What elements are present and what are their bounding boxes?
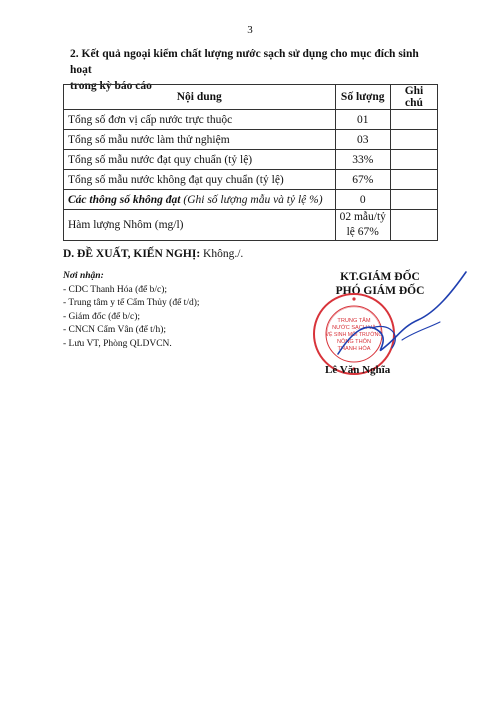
table-row — [64, 110, 438, 130]
row-content: Tổng số mẫu nước không đạt quy chuẩn (tỷ lệ) — [64, 170, 336, 190]
proposal-label: D. ĐỀ XUẤT, KIẾN NGHỊ: — [63, 248, 201, 260]
svg-text:TRUNG TÂM: TRUNG TÂM — [337, 318, 371, 324]
page-number: 3 — [247, 24, 253, 36]
table-row — [64, 130, 438, 150]
row-content — [64, 190, 336, 210]
signer-name: Lê Văn Nghĩa — [325, 364, 391, 376]
svg-text:NÔNG THÔN: NÔNG THÔN — [336, 339, 372, 345]
row-count: 03 — [335, 130, 391, 150]
row-note — [391, 210, 438, 241]
section-heading-line1: 2. Kết quả ngoại kiểm chất lượng nước sạch sử dụng cho mục đích sinh hoạt — [70, 48, 419, 76]
row-note — [391, 190, 438, 210]
row-note — [391, 110, 438, 130]
recipients-title: Nơi nhận: — [63, 271, 104, 281]
row-content: Tổng số đơn vị cấp nước trực thuộc — [64, 110, 336, 130]
row-count: 01 — [335, 110, 391, 130]
signature-title-line1: KT.GIÁM ĐỐC — [340, 271, 420, 283]
signature-title-line2: PHÓ GIÁM ĐỐC — [335, 285, 425, 297]
row-content-bold: Các thông số không đạt — [68, 193, 181, 206]
recipient-item: - Giám đốc (để b/c); — [63, 311, 141, 322]
svg-text:THANH HÓA: THANH HÓA — [337, 346, 371, 352]
table-row — [64, 150, 438, 170]
proposal-value: Không./. — [200, 248, 244, 260]
row-count: 67% — [335, 170, 391, 190]
section-heading-line2: trong kỳ báo cáo — [70, 80, 152, 92]
svg-text:NƯỚC SẠCH VÀ: NƯỚC SẠCH VÀ — [332, 325, 376, 331]
header-note: Ghi chú — [391, 85, 438, 110]
row-note — [391, 130, 438, 150]
row-content: Tổng số mẫu nước đạt quy chuẩn (tỷ lệ) — [64, 150, 336, 170]
header-content: Nội dung — [64, 85, 336, 110]
recipients — [63, 270, 200, 351]
table-header-row — [64, 85, 438, 110]
row-content: Hàm lượng Nhôm (mg/l) — [64, 210, 336, 241]
row-content: Tổng số mẫu nước làm thử nghiệm — [64, 130, 336, 150]
table-row — [64, 190, 438, 210]
header-count: Số lượng — [335, 85, 391, 110]
row-count: 0 — [335, 190, 391, 210]
recipient-item: - Lưu VT, Phòng QLDVCN. — [63, 338, 172, 349]
row-count: 33% — [335, 150, 391, 170]
row-note — [391, 150, 438, 170]
results-table — [63, 84, 438, 241]
table-row — [64, 210, 438, 241]
table-row — [64, 170, 438, 190]
recipient-item: - CDC Thanh Hóa (để b/c); — [63, 284, 168, 295]
proposal — [63, 248, 243, 260]
row-count — [335, 210, 391, 241]
row-count-line1: 02 mẫu/tỷ — [339, 211, 386, 223]
row-note — [391, 170, 438, 190]
recipient-item: - Trung tâm y tế Cẩm Thủy (để t/d); — [63, 298, 200, 308]
svg-text:VỆ SINH MÔI TRƯỜNG: VỆ SINH MÔI TRƯỜNG — [325, 332, 383, 338]
row-count-line2: lệ 67% — [346, 226, 379, 238]
row-content-rest: (Ghi số lượng mẫu và tỷ lệ %) — [180, 193, 323, 206]
recipient-item: - CNCN Cẩm Vân (để t/h); — [63, 325, 166, 335]
